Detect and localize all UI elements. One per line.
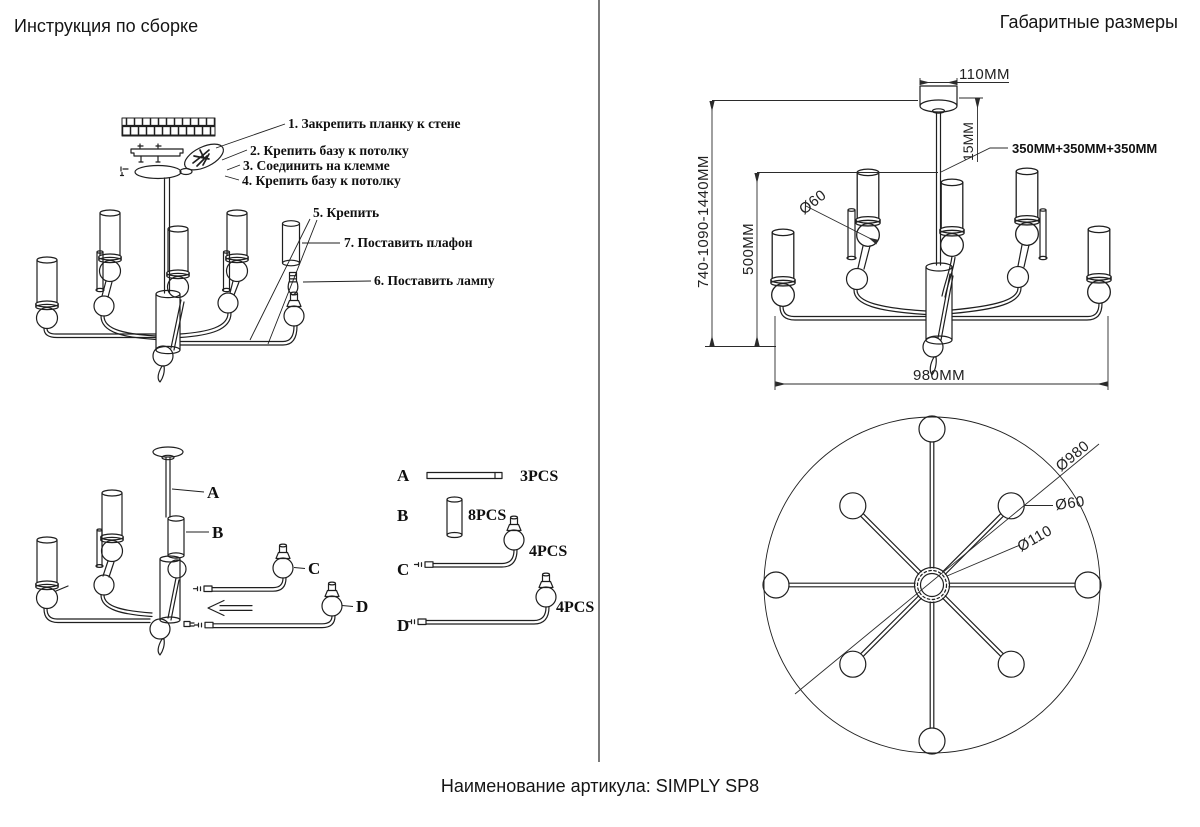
- dim-top-shade-diameter: Ø60: [1054, 493, 1086, 514]
- assembly-label-d: D: [356, 597, 369, 616]
- part-d-letter: D: [397, 616, 410, 635]
- assembly-label-a: A: [207, 483, 220, 502]
- part-b-qty: 8PCS: [468, 507, 507, 524]
- dim-shade-diameter: Ø60: [795, 186, 830, 219]
- part-d-qty: 4PCS: [556, 599, 595, 616]
- instruction-step-6: 6. Поставить лампу: [374, 273, 495, 288]
- instruction-step-2: 2. Крепить базу к потолку: [250, 143, 409, 158]
- dim-rod-sections: 350MM+350MM+350MM: [1012, 141, 1158, 156]
- part-a-letter: A: [397, 466, 410, 485]
- dim-body-height: 500MM: [740, 222, 757, 275]
- part-b-drawing: [447, 497, 462, 538]
- assembly-label-leaders: [172, 489, 353, 607]
- part-c-qty: 4PCS: [529, 543, 568, 560]
- assembly-label-c: C: [308, 559, 321, 578]
- dimension-lines-side: [705, 78, 1108, 390]
- dim-top-base-diameter: Ø110: [1014, 522, 1056, 556]
- article-name: Наименование артикула: SIMPLY SP8: [440, 776, 760, 796]
- dim-overall-height: 740-1090-1440MM: [695, 155, 712, 288]
- instruction-list: [242, 116, 495, 288]
- instruction-step-4: 4. Крепить базу к потолку: [242, 173, 401, 188]
- part-a-qty: 3PCS: [520, 468, 559, 485]
- dim-top-overall-diameter: Ø980: [1052, 437, 1093, 476]
- instruction-step-7: 7. Поставить плафон: [344, 235, 473, 250]
- instruction-step-3: 3. Соединить на клемме: [243, 158, 390, 173]
- part-c-letter: C: [397, 560, 410, 579]
- dimension-labels-top: [1015, 437, 1093, 555]
- parts-list: [397, 466, 594, 635]
- part-d-drawing: [408, 573, 557, 624]
- instruction-step-5: 5. Крепить: [313, 205, 380, 220]
- assembly-labels: [207, 483, 368, 616]
- dim-canopy-height: 15MM: [960, 122, 976, 161]
- instruction-step-1: 1. Закрепить планку к стене: [288, 116, 461, 131]
- left-section-title: Инструкция по сборке: [14, 16, 199, 36]
- part-a-drawing: [427, 473, 502, 479]
- dimension-lines-top: [795, 444, 1099, 694]
- dimension-side-view: [771, 86, 1111, 375]
- top-view-diagram: [763, 416, 1101, 754]
- parts-assembly-view: [36, 447, 342, 655]
- dim-canopy-width: 110MM: [959, 66, 1010, 83]
- part-b-letter: B: [397, 506, 409, 525]
- dim-overall-width: 980MM: [913, 367, 966, 384]
- right-section-title: Габаритные размеры: [999, 12, 1178, 32]
- assembly-label-b: B: [212, 523, 224, 542]
